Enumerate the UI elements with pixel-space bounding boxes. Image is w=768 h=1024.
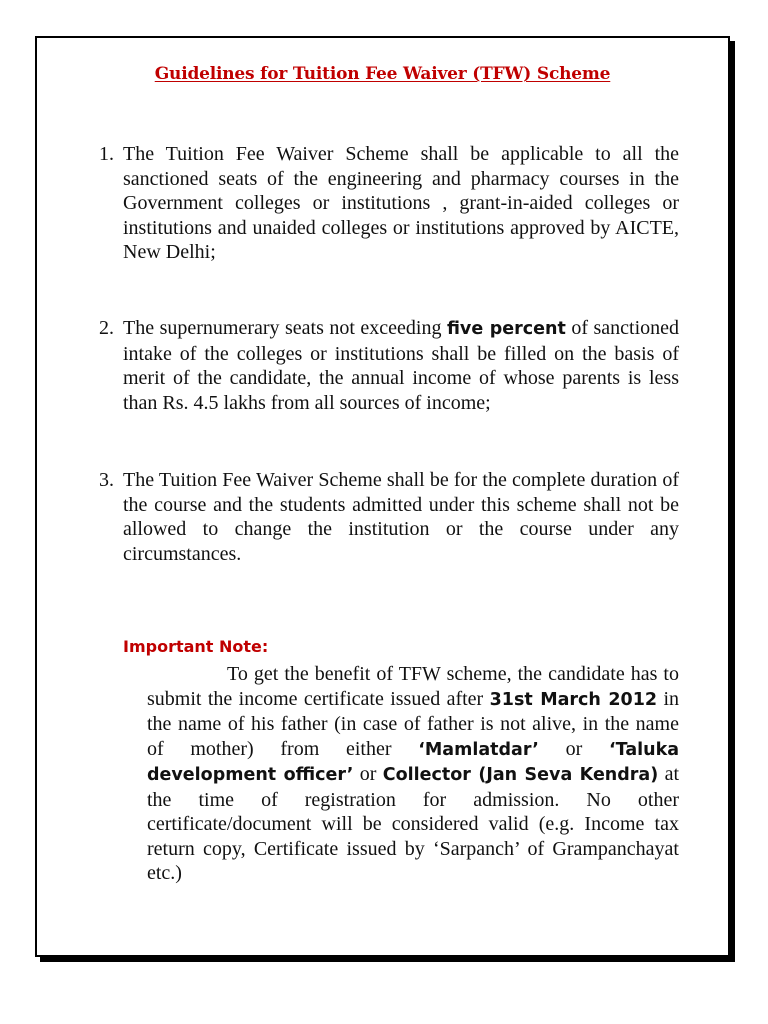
important-note-body (147, 662, 679, 886)
guideline-item-1 (99, 142, 679, 265)
item-text: The supernumerary seats not exceeding (123, 317, 442, 339)
note-authority-collector: Collector (Jan Seva Kendra) (382, 765, 659, 785)
item-text: of sanctioned intake of the colleges or institutions shall be filled on the basis of merit of the candidate, the annual income of whose parents is less than Rs. 4.5 lakhs from all sources of income; (123, 317, 680, 414)
note-text: at the time of registration for admission. No other certificate/document will be considered valid (e.g. Income tax return copy, Certificate issued by ‘Sarpanch’ of Grampanchayat etc.) (147, 763, 680, 884)
note-authority-taluka: ‘Taluka development officer’ (147, 739, 680, 785)
guideline-item-3 (99, 468, 679, 566)
item-number: 2. (99, 317, 114, 339)
item-text: The Tuition Fee Waiver Scheme shall be for the complete duration of the course and the students admitted under this scheme shall not be allowed to change the institution or the course under any circumstances. (123, 469, 679, 565)
page-border-frame (35, 36, 730, 957)
document-title: Guidelines for Tuition Fee Waiver (TFW) Scheme (154, 64, 611, 84)
note-text: or (565, 737, 583, 760)
item-number: 1. (99, 143, 114, 165)
note-authority-mamlatdar: ‘Mamlatdar’ (418, 739, 539, 760)
note-date: 31st March 2012 (489, 689, 658, 710)
guideline-item-2 (99, 316, 680, 415)
item-number: 3. (99, 469, 114, 491)
note-text: To get the benefit of TFW scheme, the candidate has to submit the income certificate issued after (147, 663, 679, 710)
note-text: in the name of his father (in case of father is not alive, in the name of mother) from either (147, 687, 680, 760)
note-text: or (359, 763, 377, 785)
item-bold-text: five percent (446, 319, 566, 339)
important-note-heading: Important Note: (123, 637, 269, 656)
item-text: The Tuition Fee Waiver Scheme shall be applicable to all the sanctioned seats of the engineering and pharmacy courses in the Government colleges or institutions , grant-in-aided colleges or institutions and unaided colleges or institutions approved by AICTE, New Delhi; (123, 143, 679, 263)
